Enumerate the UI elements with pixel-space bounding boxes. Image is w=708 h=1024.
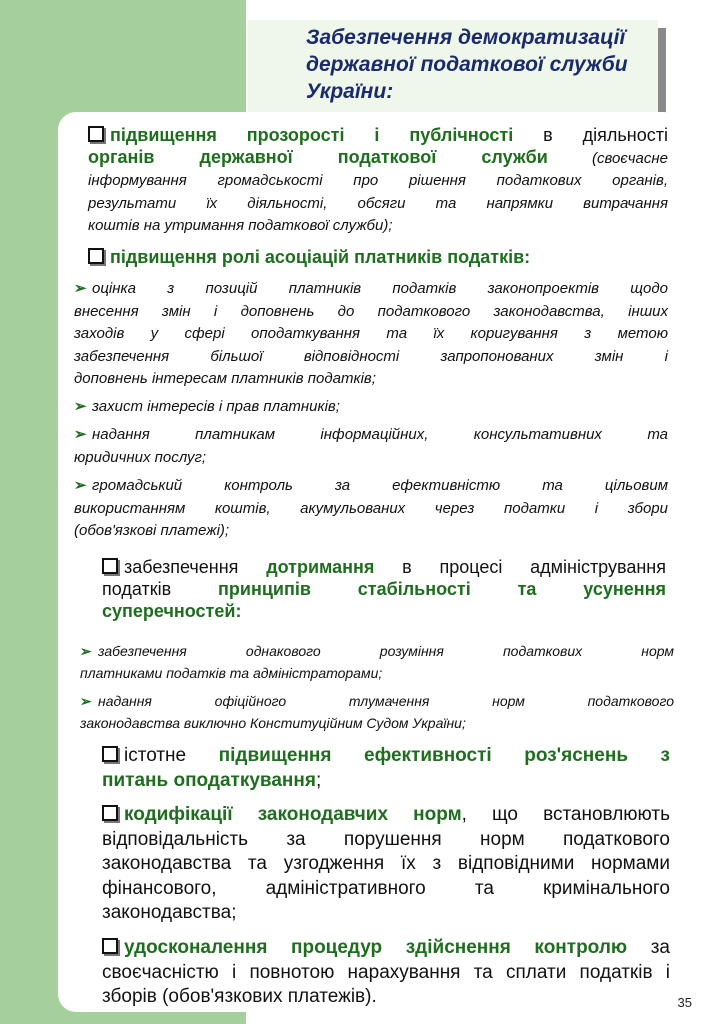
section-heading: органів державної податкової служби	[88, 147, 548, 167]
section-codification	[102, 803, 670, 926]
section-heading: підвищення прозорості і публічності	[110, 125, 514, 145]
square-bullet-icon	[102, 746, 118, 762]
section-heading: питань оподаткування	[102, 769, 316, 791]
text-line: заходів у сфері оподаткування та їх коригування з метою	[74, 325, 668, 342]
text-line: забезпечення більшої відповідності запропонованих змін і	[74, 347, 668, 365]
list-item-public-control	[74, 475, 668, 543]
text: надання офіційного тлумачення норм податкового	[98, 693, 674, 709]
text: громадський контроль за ефективністю та цільовим	[92, 477, 668, 494]
text-line: законодавства та узгодження їх з відповідними нормами	[102, 853, 670, 874]
text-line: своєчасністю і повнотою нарахування та сплати податків і	[102, 961, 670, 983]
text-line: платниками податків та адміністраторами;	[80, 665, 383, 681]
arrow-bullet-icon: ➢	[74, 398, 87, 415]
text: забезпечення	[124, 557, 267, 577]
list-item-services	[74, 424, 668, 469]
text-line: використанням коштів, акумульованих через податки і збори	[74, 499, 668, 517]
section-heading: кодифікації законодавчих норм	[124, 804, 462, 825]
section-heading: суперечностей:	[102, 601, 242, 621]
arrow-bullet-icon: ➢	[74, 477, 87, 494]
list-item-assessment	[74, 278, 668, 391]
text-line: відповідальність за порушення норм податкового	[102, 828, 670, 850]
title-line-2: державної податкової служби	[306, 53, 628, 76]
section-associations	[88, 246, 668, 268]
title-line-3: України:	[306, 80, 394, 103]
title-box	[248, 20, 658, 114]
text: в діяльності	[513, 125, 668, 145]
square-bullet-icon	[102, 558, 118, 574]
section-heading: дотримання	[266, 557, 375, 577]
arrow-bullet-icon: ➢	[80, 643, 92, 659]
square-bullet-icon	[88, 248, 104, 264]
section-clarifications	[102, 744, 670, 793]
text: в процесі адміністрування	[374, 557, 666, 577]
text: істотне	[124, 745, 219, 766]
text: за	[627, 937, 670, 958]
list-item-protection	[74, 396, 668, 419]
section-transparency	[88, 124, 668, 238]
text: (своєчасне	[547, 150, 668, 167]
section-compliance	[102, 556, 666, 622]
list-item-official-interpretation	[80, 690, 674, 734]
section-heading: підвищення ефективності роз'яснень з	[218, 745, 670, 766]
text-line: зборів (обов'язкових платежів).	[102, 986, 377, 1007]
text-line: внесення змін і доповнень до податкового законодавства, інших	[74, 302, 668, 320]
text: захист інтересів і прав платників;	[92, 398, 340, 415]
text: оцінка з позицій платників податків законопроектів щодо	[92, 280, 668, 297]
text: податків	[102, 579, 219, 599]
text-line: фінансового, адміністративного та кримінального	[102, 877, 670, 899]
arrow-bullet-icon: ➢	[74, 426, 87, 443]
text-line: (обов'язкові платежі);	[74, 522, 230, 539]
text-line: юридичних послуг;	[74, 448, 207, 466]
square-bullet-icon	[88, 126, 104, 142]
text-line: інформування громадськості про рішення податкових органів,	[88, 172, 668, 189]
page-number: 35	[677, 995, 692, 1010]
text: забезпечення однакового розуміння податкових норм	[98, 643, 674, 659]
text-line: коштів на утримання податкової служби);	[88, 217, 393, 234]
title-line-1: Забезпечення демократизації	[306, 26, 626, 49]
section-heading: підвищення ролі асоціацій платників податків:	[110, 247, 531, 267]
section-heading: удосконалення процедур здійснення контролю	[124, 937, 628, 958]
square-bullet-icon	[102, 938, 118, 954]
square-bullet-icon	[102, 805, 118, 821]
text-line: законодавства виключно Конституційним Судом України;	[80, 715, 466, 731]
list-item-uniform-understanding	[80, 640, 674, 684]
section-control-procedures	[102, 936, 670, 1010]
text: надання платникам інформаційних, консультативних та	[92, 426, 668, 443]
arrow-bullet-icon: ➢	[80, 693, 92, 709]
arrow-bullet-icon: ➢	[74, 280, 87, 297]
text-line: доповнень інтересам платників податків;	[74, 370, 376, 387]
text-line: результати їх діяльності, обсяги та напрямки витрачання	[88, 194, 668, 212]
text: ;	[315, 769, 322, 791]
text-line: законодавства;	[102, 902, 237, 923]
text: , що встановлюють	[461, 804, 670, 825]
section-heading: принципів стабільності та усунення	[218, 579, 666, 599]
